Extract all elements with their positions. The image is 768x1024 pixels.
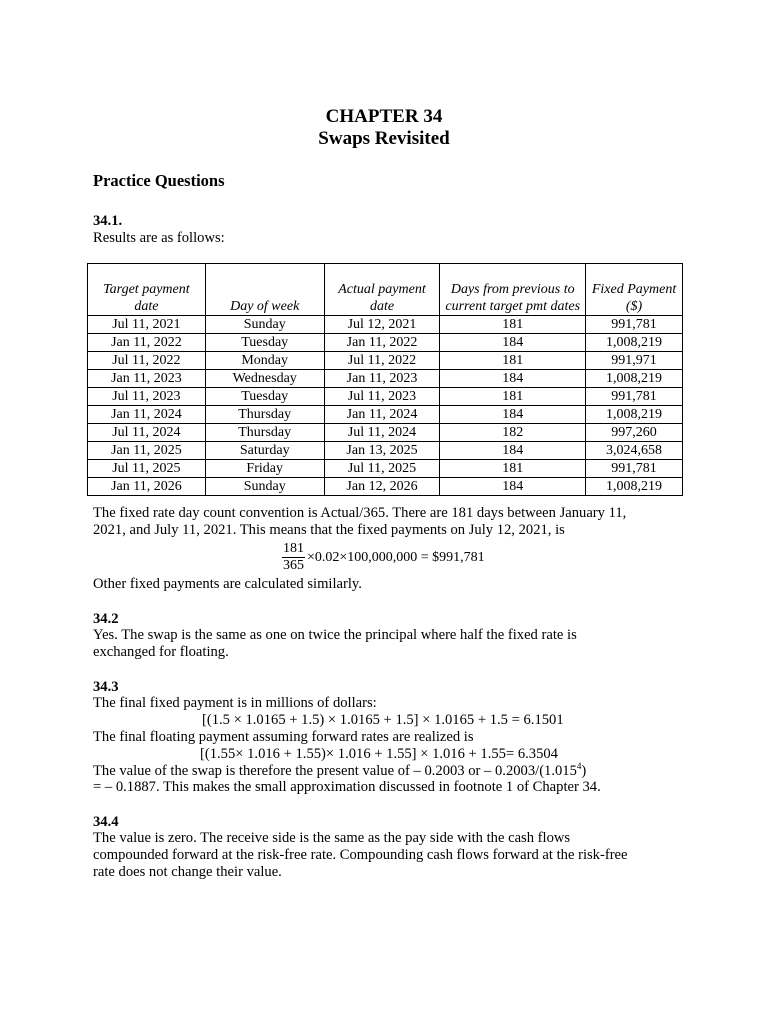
header-target-payment-date: Target payment date [88,264,206,316]
cell-actual-date: Jan 11, 2023 [324,370,440,388]
question-number-34-2: 34.2 [93,611,119,627]
cell-days: 181 [440,460,586,478]
question-34-2-line-2: exchanged for floating. [93,644,229,660]
fixed-payment-formula [282,541,485,574]
cell-days: 181 [440,388,586,406]
cell-days: 184 [440,334,586,352]
cell-days: 184 [440,478,586,496]
cell-target-date: Jan 11, 2022 [88,334,206,352]
question-number-34-4: 34.4 [93,814,119,830]
question-34-1-explanation-line-2: 2021, and July 11, 2021. This means that the fixed payments on July 12, 2021, is [93,522,565,538]
question-34-2-line-1: Yes. The swap is the same as one on twice the principal where half the fixed rate is [93,627,577,643]
cell-day-of-week: Wednesday [205,370,324,388]
cell-target-date: Jul 11, 2025 [88,460,206,478]
question-34-3-line-3 [93,763,693,780]
question-number-34-3: 34.3 [93,679,119,695]
header-actual-payment-date: Actual payment date [324,264,440,316]
cell-actual-date: Jan 11, 2024 [324,406,440,424]
cell-day-of-week: Tuesday [205,388,324,406]
cell-days: 182 [440,424,586,442]
table-row [88,316,683,334]
formula-expression: ×0.02×100,000,000 = $991,781 [307,549,485,565]
table-row [88,388,683,406]
formula-fraction [282,541,305,574]
cell-fixed-payment: 997,260 [586,424,683,442]
cell-day-of-week: Saturday [205,442,324,460]
table-row [88,460,683,478]
cell-fixed-payment: 991,781 [586,388,683,406]
cell-day-of-week: Sunday [205,478,324,496]
header-days-between: Days from previous to current target pmt dates [440,264,586,316]
results-table [87,263,683,496]
section-heading: Practice Questions [93,171,225,190]
question-34-3-line-2: The final floating payment assuming forward rates are realized is [93,729,474,745]
chapter-subtitle: Swaps Revisited [318,128,450,149]
cell-actual-date: Jul 11, 2024 [324,424,440,442]
cell-actual-date: Jan 13, 2025 [324,442,440,460]
cell-days: 181 [440,352,586,370]
cell-fixed-payment: 1,008,219 [586,334,683,352]
cell-actual-date: Jul 12, 2021 [324,316,440,334]
question-34-1-explanation-line-1: The fixed rate day count convention is Actual/365. There are 181 days between January 11, [93,505,627,521]
cell-days: 184 [440,370,586,388]
cell-fixed-payment: 991,781 [586,316,683,334]
table-row [88,370,683,388]
table-row [88,334,683,352]
question-34-4-line-2: compounded forward at the risk-free rate. Compounding cash flows forward at the risk-free [93,847,628,863]
cell-fixed-payment: 3,024,658 [586,442,683,460]
cell-target-date: Jul 11, 2021 [88,316,206,334]
cell-actual-date: Jan 12, 2026 [324,478,440,496]
cell-fixed-payment: 1,008,219 [586,406,683,424]
table-row [88,478,683,496]
question-34-4-line-1: The value is zero. The receive side is the same as the pay side with the cash flows [93,830,571,846]
table-body [88,316,683,496]
cell-actual-date: Jul 11, 2023 [324,388,440,406]
question-34-1-intro: Results are as follows: [93,230,225,246]
cell-target-date: Jul 11, 2022 [88,352,206,370]
chapter-title: CHAPTER 34 [325,106,443,127]
cell-day-of-week: Sunday [205,316,324,334]
cell-fixed-payment: 1,008,219 [586,370,683,388]
exponent: 4 [576,761,582,772]
cell-days: 181 [440,316,586,334]
question-34-4-line-3: rate does not change their value. [93,864,282,880]
header-fixed-payment: Fixed Payment ($) [586,264,683,316]
cell-target-date: Jul 11, 2024 [88,424,206,442]
formula-numerator: 181 [283,541,304,556]
cell-actual-date: Jan 11, 2022 [324,334,440,352]
cell-fixed-payment: 991,971 [586,352,683,370]
cell-fixed-payment: 1,008,219 [586,478,683,496]
cell-target-date: Jan 11, 2026 [88,478,206,496]
cell-days: 184 [440,406,586,424]
cell-day-of-week: Tuesday [205,334,324,352]
fixed-payment-equation: [(1.5 × 1.0165 + 1.5) × 1.0165 + 1.5] × 1.0165 + 1.5 = 6.1501 [202,712,564,728]
table-row [88,352,683,370]
cell-target-date: Jan 11, 2024 [88,406,206,424]
question-number-34-1: 34.1. [93,213,123,229]
closing-paren: ) [581,763,587,779]
formula-denominator: 365 [283,558,304,573]
cell-day-of-week: Thursday [205,406,324,424]
question-34-3-line-4: = – 0.1887. This makes the small approximation discussed in footnote 1 of Chapter 34. [93,779,601,795]
cell-day-of-week: Friday [205,460,324,478]
cell-target-date: Jul 11, 2023 [88,388,206,406]
cell-target-date: Jan 11, 2025 [88,442,206,460]
table-row [88,406,683,424]
cell-actual-date: Jul 11, 2025 [324,460,440,478]
floating-payment-equation: [(1.55× 1.016 + 1.55)× 1.016 + 1.55] × 1.016 + 1.55= 6.3504 [200,746,558,762]
header-day-of-week: Day of week [205,264,324,316]
table-row [88,424,683,442]
cell-days: 184 [440,442,586,460]
swap-value-text: The value of the swap is therefore the present value of – 0.2003 or – 0.2003/(1.015 [93,763,577,779]
table-row [88,442,683,460]
cell-actual-date: Jul 11, 2022 [324,352,440,370]
cell-day-of-week: Monday [205,352,324,370]
table-header-row [88,264,683,316]
question-34-1-closing: Other fixed payments are calculated similarly. [93,576,362,592]
cell-target-date: Jan 11, 2023 [88,370,206,388]
question-34-3-line-1: The final fixed payment is in millions of dollars: [93,695,377,711]
cell-day-of-week: Thursday [205,424,324,442]
cell-fixed-payment: 991,781 [586,460,683,478]
